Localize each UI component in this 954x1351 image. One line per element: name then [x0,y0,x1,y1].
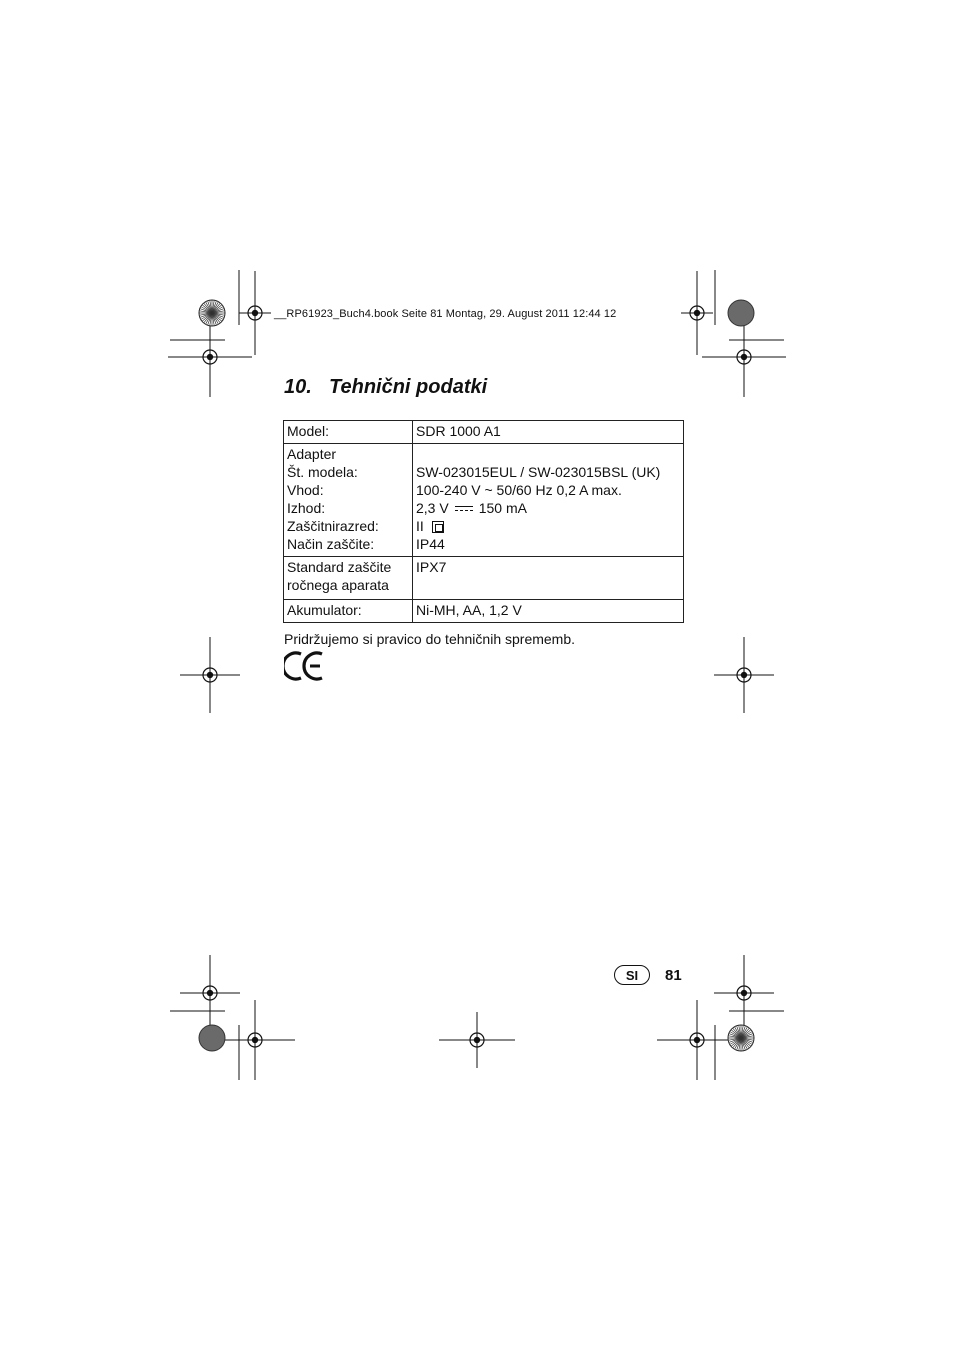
adapter-labels [284,444,413,557]
battery-label: Akumulator: [284,600,413,623]
table-row [284,557,684,600]
device-value: IPX7 [413,557,684,600]
model-label: Model: [284,421,413,444]
adapter-class-value: II [416,518,424,534]
adapter-model-label: Št. modela: [287,464,358,480]
adapter-protection-value: IP44 [416,536,445,552]
registration-dot-icon [741,672,747,678]
protection-class-2-icon [432,521,444,533]
changes-note: Pridržujemo si pravico do tehničnih sprememb. [284,631,576,647]
section-title-text: Tehnični podatki [329,376,488,398]
output-voltage: 2,3 V [416,500,449,516]
model-value: SDR 1000 A1 [413,421,684,444]
device-label-line2: ročnega aparata [287,577,389,593]
print-info-header: __RP61923_Buch4.book Seite 81 Montag, 29. August 2011 12:44 12 [274,308,617,320]
language-badge: SI [614,965,650,985]
registration-dot-icon [252,1037,258,1043]
registration-dot-icon [207,672,213,678]
adapter-input-value: 100-240 V ~ 50/60 Hz 0,2 A max. [416,482,622,498]
spec-table [283,420,684,623]
registration-dot-icon [741,990,747,996]
page-number: 81 [665,966,682,984]
ce-mark-icon [284,650,326,682]
section-title [284,376,487,399]
adapter-values [413,444,684,557]
gray-target-icon [199,1025,225,1051]
adapter-class-value-line [416,517,680,535]
registration-dot-icon [694,1037,700,1043]
registration-dot-icon [207,990,213,996]
direct-current-icon [455,505,473,513]
device-label-line1: Standard zaščite [287,559,392,575]
registration-dot-icon [474,1037,480,1043]
registration-dot-icon [207,354,213,360]
output-current: 150 mA [478,500,527,516]
adapter-class-label: Zaščitnirazred: [287,518,379,534]
registration-dot-icon [741,354,747,360]
device-labels [284,557,413,600]
adapter-input-label: Vhod: [287,482,324,498]
table-row [284,600,684,623]
table-row [284,421,684,444]
adapter-output-value [416,499,680,517]
registration-dot-icon [252,310,258,316]
gray-target-icon [728,300,754,326]
adapter-heading: Adapter [287,446,337,462]
adapter-output-label: Izhod: [287,500,326,516]
section-number: 10. [284,376,312,398]
table-row [284,444,684,557]
page-footer [614,965,682,985]
registration-dot-icon [694,310,700,316]
battery-value: Ni-MH, AA, 1,2 V [413,600,684,623]
adapter-protection-label: Način zaščite: [287,536,375,552]
adapter-model-value: SW-023015EUL / SW-023015BSL (UK) [416,464,661,480]
